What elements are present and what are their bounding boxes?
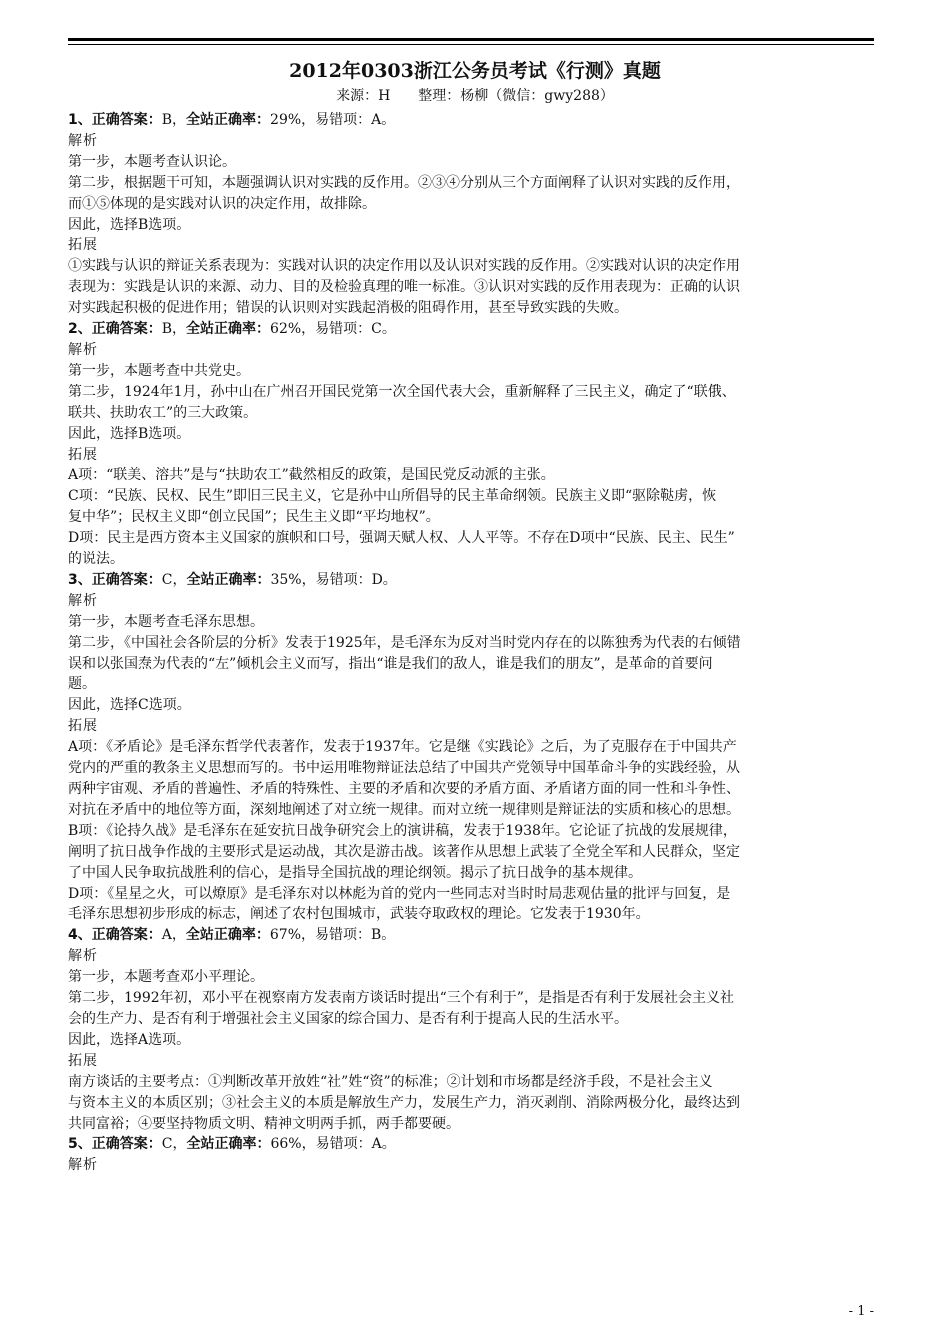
analysis-line: 题。 <box>68 676 96 693</box>
answer-label: 5、正确答案： <box>68 1136 162 1153</box>
analysis-heading: 解析 <box>68 341 98 358</box>
extension-line: D项：《星星之火，可以燎原》是毛泽东对以林彪为首的党内一些同志对当时时局悲观估量的批评与回复，是 <box>68 885 731 902</box>
rate-label: 全站正确率： <box>186 571 271 588</box>
extension-line: B项：《论持久战》是毛泽东在延安抗日战争研究会上的演讲稿，发表于1938年。它论证了抗战的发展规律， <box>68 822 737 839</box>
analysis-line: 因此，选择A选项。 <box>68 1031 191 1048</box>
answer-label: 3、正确答案： <box>68 571 162 588</box>
analysis-heading: 解析 <box>68 1157 98 1174</box>
answer-label: 4、正确答案： <box>68 927 162 944</box>
analysis-line: 误和以张国焘为代表的“左”倾机会主义而写，指出“谁是我们的敌人，谁是我们的朋友”，是革命的首要问 <box>68 655 713 672</box>
analysis-line: 第二步，1992年初，邓小平在视察南方发表南方谈话时提出“三个有利于”，是指是否有利于发展社会主义社 <box>68 990 734 1007</box>
header-rule-thin <box>68 44 874 45</box>
rate-label: 全站正确率： <box>186 112 271 128</box>
page-subtitle: 来源：H 整理：杨柳（微信：gwy288） <box>336 88 614 104</box>
rate-value: 62%，易错项：C。 <box>270 321 396 338</box>
analysis-heading: 解析 <box>68 948 98 965</box>
extension-line: D项：民主是西方资本主义国家的旗帜和口号，强调天赋人权、人人平等。不存在D项中“民族、民主、民生” <box>68 530 735 547</box>
extension-line: 阐明了抗日战争作战的主要形式是运动战，其次是游击战。该著作从思想上武装了全党全军和人民群众，坚定 <box>68 843 740 860</box>
analysis-line: 会的生产力、是否有利于增强社会主义国家的综合国力、是否有利于提高人民的生活水平。 <box>68 1010 628 1027</box>
analysis-line: 第二步，《中国社会各阶层的分析》发表于1925年，是毛泽东为反对当时党内存在的以陈独秀为代表的右倾错 <box>68 634 741 651</box>
page-number: - 1 - <box>848 1304 874 1319</box>
extension-heading: 拓展 <box>68 237 98 254</box>
analysis-line: 因此，选择B选项。 <box>68 216 191 233</box>
rate-value: 66%，易错项：A。 <box>270 1136 396 1153</box>
extension-line: 两种宇宙观、矛盾的普遍性、矛盾的特殊性、主要的矛盾和次要的矛盾方面、矛盾诸方面的同一性和斗争性、 <box>68 781 740 797</box>
extension-line: 共同富裕；④要坚持物质文明、精神文明两手抓，两手都要硬。 <box>68 1115 460 1132</box>
rate-label: 全站正确率： <box>185 927 270 944</box>
page-title: 2012年0303浙江公务员考试《行测》真题 <box>289 60 661 82</box>
extension-line: 党内的严重的教条主义思想而写的。书中运用唯物辩证法总结了中国共产党领导中国革命斗争的实践经验，从 <box>68 760 740 777</box>
extension-heading: 拓展 <box>68 446 98 463</box>
rate-label: 全站正确率： <box>186 1136 271 1153</box>
answer-value: B， <box>161 321 187 338</box>
answer-line-q4 <box>68 925 874 946</box>
rate-label: 全站正确率： <box>186 321 271 338</box>
extension-line: 的说法。 <box>68 551 124 568</box>
analysis-line: 因此，选择C选项。 <box>68 697 191 714</box>
answer-label: 2、正确答案： <box>68 321 162 338</box>
analysis-heading: 解析 <box>68 592 98 609</box>
analysis-heading: 解析 <box>68 132 98 149</box>
answer-value: A， <box>161 927 186 944</box>
rate-value: 29%，易错项：A。 <box>270 112 396 128</box>
extension-line: 对抗在矛盾中的地位等方面，深刻地阐述了对立统一规律。而对立统一规律则是辩证法的实质和核心的思想。 <box>68 801 740 818</box>
extension-line: 了中国人民争取抗战胜利的信心，是指导全国抗战的理论纲领。揭示了抗日战争的基本规律。 <box>68 864 642 881</box>
analysis-line: 第一步，本题考查毛泽东思想。 <box>68 613 264 630</box>
analysis-line: 第二步，1924年1月，孙中山在广州召开国民党第一次全国代表大会，重新解释了三民主义，确定了“联俄、 <box>68 383 736 400</box>
extension-line: A项：《矛盾论》是毛泽东哲学代表著作，发表于1937年。它是继《实践论》之后，为了克服存在于中国共产 <box>68 739 737 756</box>
extension-line: C项：“民族、民权、民生”即旧三民主义，它是孙中山所倡导的民主革命纲领。民族主义即“驱除鞑虏，恢 <box>68 488 717 505</box>
analysis-line: 而①⑤体现的是实践对认识的决定作用，故排除。 <box>68 195 376 212</box>
extension-line: ①实践与认识的辩证关系表现为：实践对认识的决定作用以及认识对实践的反作用。②实践对认识的决定作用 <box>68 258 740 275</box>
extension-line: 复中华”；民权主义即“创立民国”；民生主义即“平均地权”。 <box>68 509 440 526</box>
analysis-line: 第一步，本题考查邓小平理论。 <box>68 969 264 986</box>
answer-value: C， <box>161 571 187 588</box>
rate-value: 35%，易错项：D。 <box>270 571 397 588</box>
answer-line-q2 <box>68 319 874 340</box>
analysis-line: 第一步，本题考查中共党史。 <box>68 362 250 379</box>
analysis-line: 第一步，本题考查认识论。 <box>68 153 236 170</box>
answer-value: C， <box>161 1136 187 1153</box>
extension-line: 与资本主义的本质区别；③社会主义的本质是解放生产力，发展生产力，消灭剥削、消除两极分化，最终达到 <box>68 1094 740 1111</box>
answer-label: 1、正确答案： <box>68 112 162 128</box>
answer-line-q1 <box>68 110 874 131</box>
extension-line: 毛泽东思想初步形成的标志，阐述了农村包围城市，武装夺取政权的理论。它发表于1930年。 <box>68 906 650 923</box>
extension-line: 表现为：实践是认识的来源、动力、目的及检验真理的唯一标准。③认识对实践的反作用表现为：正确的认识 <box>68 279 740 296</box>
answer-value: B， <box>161 112 187 128</box>
document-body <box>68 110 874 1176</box>
analysis-line: 第二步，根据题干可知，本题强调认识对实践的反作用。②③④分别从三个方面阐释了认识对实践的反作用， <box>68 174 740 191</box>
analysis-line: 联共、扶助农工”的三大政策。 <box>68 404 258 421</box>
extension-heading: 拓展 <box>68 718 98 735</box>
extension-heading: 拓展 <box>68 1052 98 1069</box>
header-rule-thick <box>68 38 874 41</box>
extension-line: 南方谈话的主要考点：①判断改革开放姓“社”姓“资”的标准；②计划和市场都是经济手段，不是社会主义 <box>68 1073 713 1090</box>
answer-line-q3 <box>68 570 874 591</box>
rate-value: 67%，易错项：B。 <box>269 927 396 944</box>
extension-line: A项：“联美、溶共”是与“扶助农工”截然相反的政策，是国民党反动派的主张。 <box>68 467 555 484</box>
extension-line: 对实践起积极的促进作用；错误的认识则对实践起消极的阻碍作用，甚至导致实践的失败。 <box>68 300 628 317</box>
answer-line-q5 <box>68 1134 874 1155</box>
analysis-line: 因此，选择B选项。 <box>68 425 191 442</box>
